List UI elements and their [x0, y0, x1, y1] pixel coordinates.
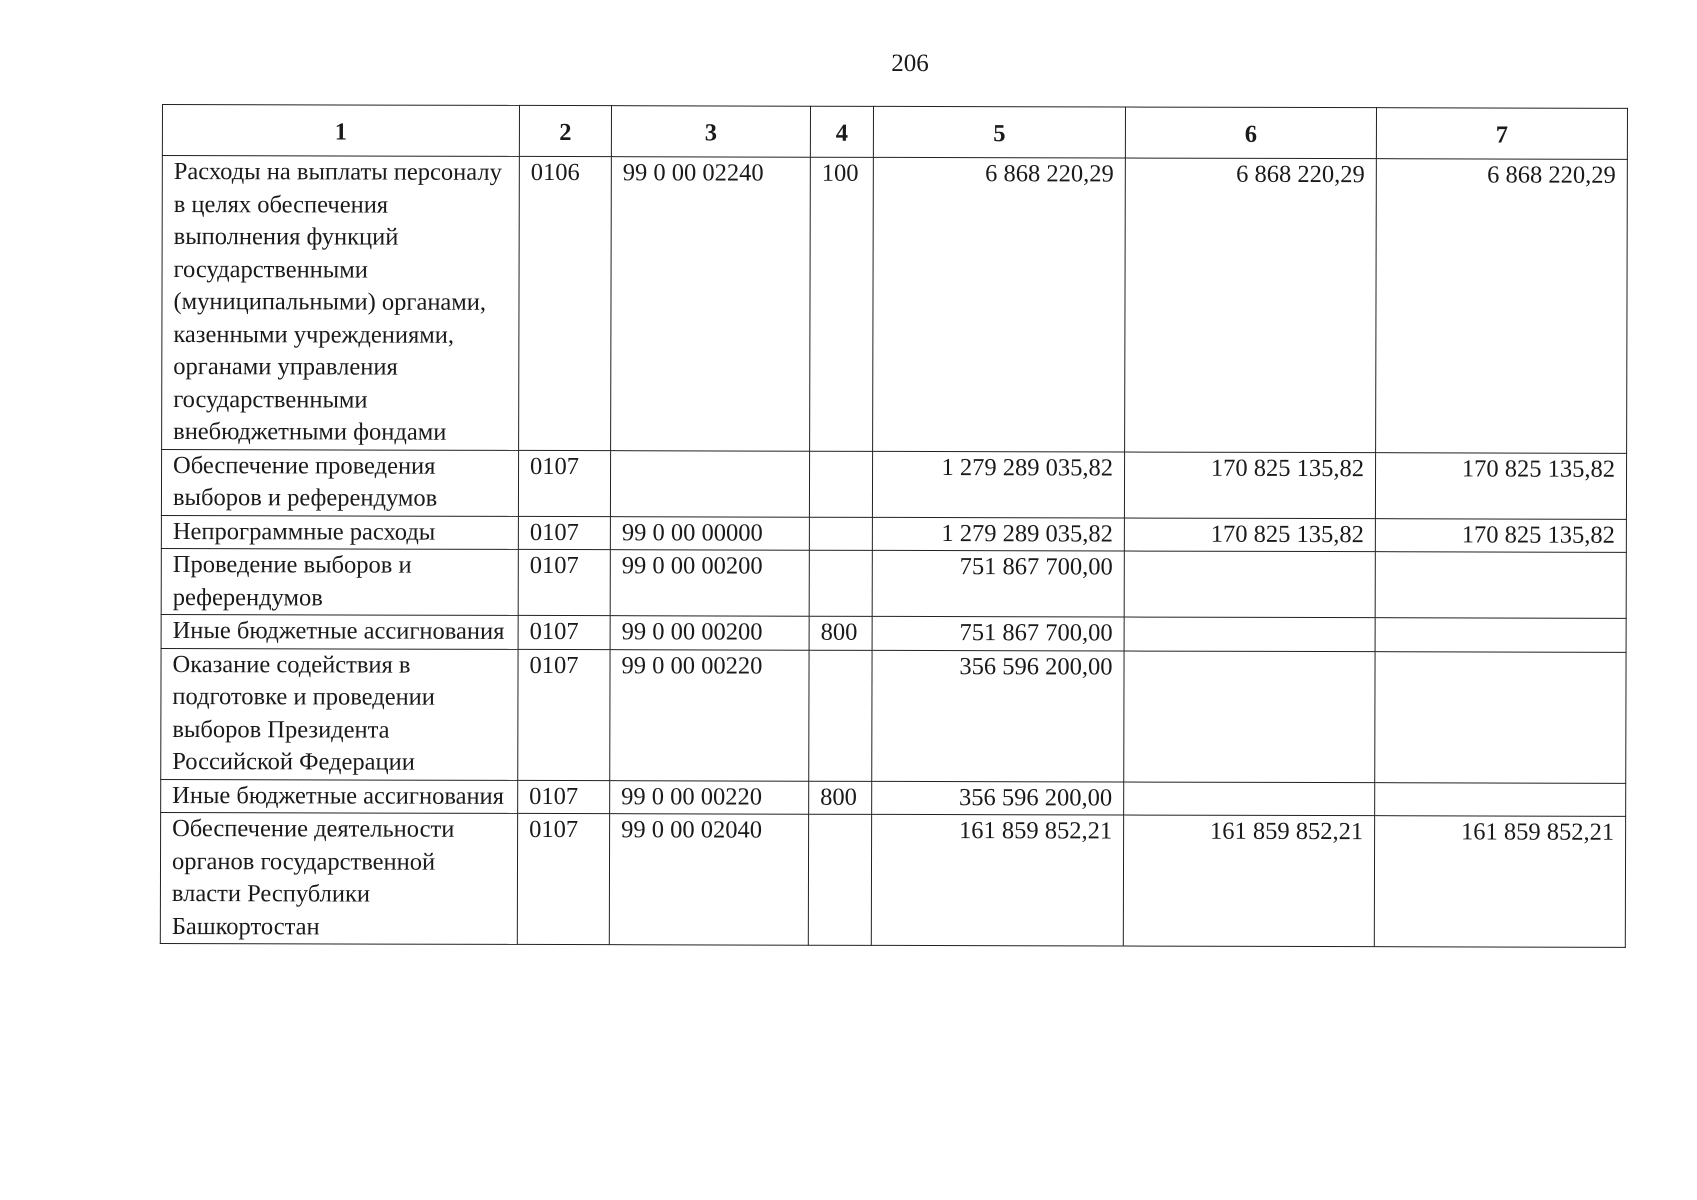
target-code	[610, 450, 809, 517]
expense-name: Обеспечение деятельности органов государственной власти Республики Башкортостан	[160, 812, 517, 944]
expense-kind	[809, 451, 872, 517]
amount-col7	[1375, 618, 1626, 652]
expense-kind: 100	[810, 157, 874, 451]
target-code: 99 0 00 00220	[610, 780, 809, 814]
table-row	[161, 648, 1626, 783]
target-code: 99 0 00 02040	[609, 814, 808, 946]
amount-col7: 170 825 135,82	[1375, 452, 1626, 519]
amount-col6	[1124, 782, 1375, 816]
amount-col5: 356 596 200,00	[872, 650, 1124, 782]
table-row	[160, 812, 1625, 947]
column-header: 5	[873, 106, 1125, 158]
amount-col5: 1 279 289 035,82	[872, 451, 1124, 518]
column-header: 2	[519, 105, 611, 156]
expense-name: Иные бюджетные ассигнования	[161, 614, 518, 648]
amount-col5: 1 279 289 035,82	[872, 517, 1124, 551]
table-row	[161, 548, 1626, 618]
expense-name: Расходы на выплаты персоналу в целях обеспечения выполнения функций государственными (муниципальными) органами, казенными учреждениями, органами управления государственными внебюджетными фондами	[162, 156, 520, 450]
section-code: 0107	[517, 813, 609, 944]
table-row	[161, 614, 1626, 651]
expense-kind: 800	[809, 781, 872, 815]
amount-col6: 161 859 852,21	[1123, 815, 1374, 947]
amount-col7: 6 868 220,29	[1376, 159, 1628, 453]
target-code: 99 0 00 00200	[610, 616, 809, 650]
section-code: 0107	[518, 450, 610, 516]
target-code: 99 0 00 02240	[611, 157, 811, 451]
expense-kind	[809, 650, 872, 781]
amount-col5: 751 867 700,00	[872, 550, 1124, 617]
expense-kind: 800	[809, 616, 872, 650]
column-header: 1	[162, 105, 519, 157]
expense-kind	[809, 550, 872, 616]
amount-col7: 161 859 852,21	[1374, 816, 1625, 948]
section-code: 0107	[518, 549, 610, 615]
table-row	[161, 515, 1626, 552]
amount-col7	[1375, 782, 1626, 816]
target-code: 99 0 00 00000	[610, 516, 809, 550]
expense-kind	[809, 517, 872, 551]
amount-col7	[1375, 651, 1626, 783]
amount-col6	[1124, 551, 1375, 618]
amount-col6: 170 825 135,82	[1124, 452, 1375, 519]
column-header: 4	[810, 106, 873, 157]
amount-col5: 6 868 220,29	[873, 157, 1126, 451]
expense-kind	[808, 814, 871, 945]
amount-col5: 751 867 700,00	[872, 616, 1124, 650]
expense-name: Обеспечение проведения выборов и референдумов	[161, 449, 518, 516]
amount-col6	[1124, 617, 1375, 651]
expense-name: Проведение выборов и референдумов	[161, 548, 518, 615]
amount-col5: 161 859 852,21	[871, 814, 1123, 946]
target-code: 99 0 00 00200	[610, 550, 809, 617]
expense-name: Оказание содействия в подготовке и проведении выборов Президента Российской Федерации	[161, 648, 518, 780]
amount-col7	[1375, 552, 1626, 619]
section-code: 0107	[518, 649, 610, 780]
expense-name: Иные бюджетные ассигнования	[161, 779, 518, 813]
amount-col5: 356 596 200,00	[872, 781, 1124, 815]
amount-col6: 170 825 135,82	[1124, 518, 1375, 552]
column-header: 6	[1125, 107, 1376, 159]
page-number: 206	[891, 50, 929, 77]
amount-col7: 170 825 135,82	[1375, 518, 1626, 552]
column-header: 7	[1376, 108, 1627, 160]
section-code: 0107	[518, 615, 610, 649]
expense-name: Непрограммные расходы	[161, 515, 518, 549]
section-code: 0106	[519, 156, 612, 450]
column-header: 3	[611, 106, 810, 158]
table-row	[161, 779, 1626, 816]
amount-col6: 6 868 220,29	[1125, 158, 1377, 452]
header-row	[162, 105, 1627, 160]
table-row	[161, 449, 1626, 519]
table-row	[162, 156, 1628, 453]
target-code: 99 0 00 00220	[610, 649, 809, 781]
section-code: 0107	[518, 516, 610, 550]
budget-table	[160, 104, 1628, 948]
amount-col6	[1124, 651, 1375, 783]
section-code: 0107	[518, 780, 610, 814]
